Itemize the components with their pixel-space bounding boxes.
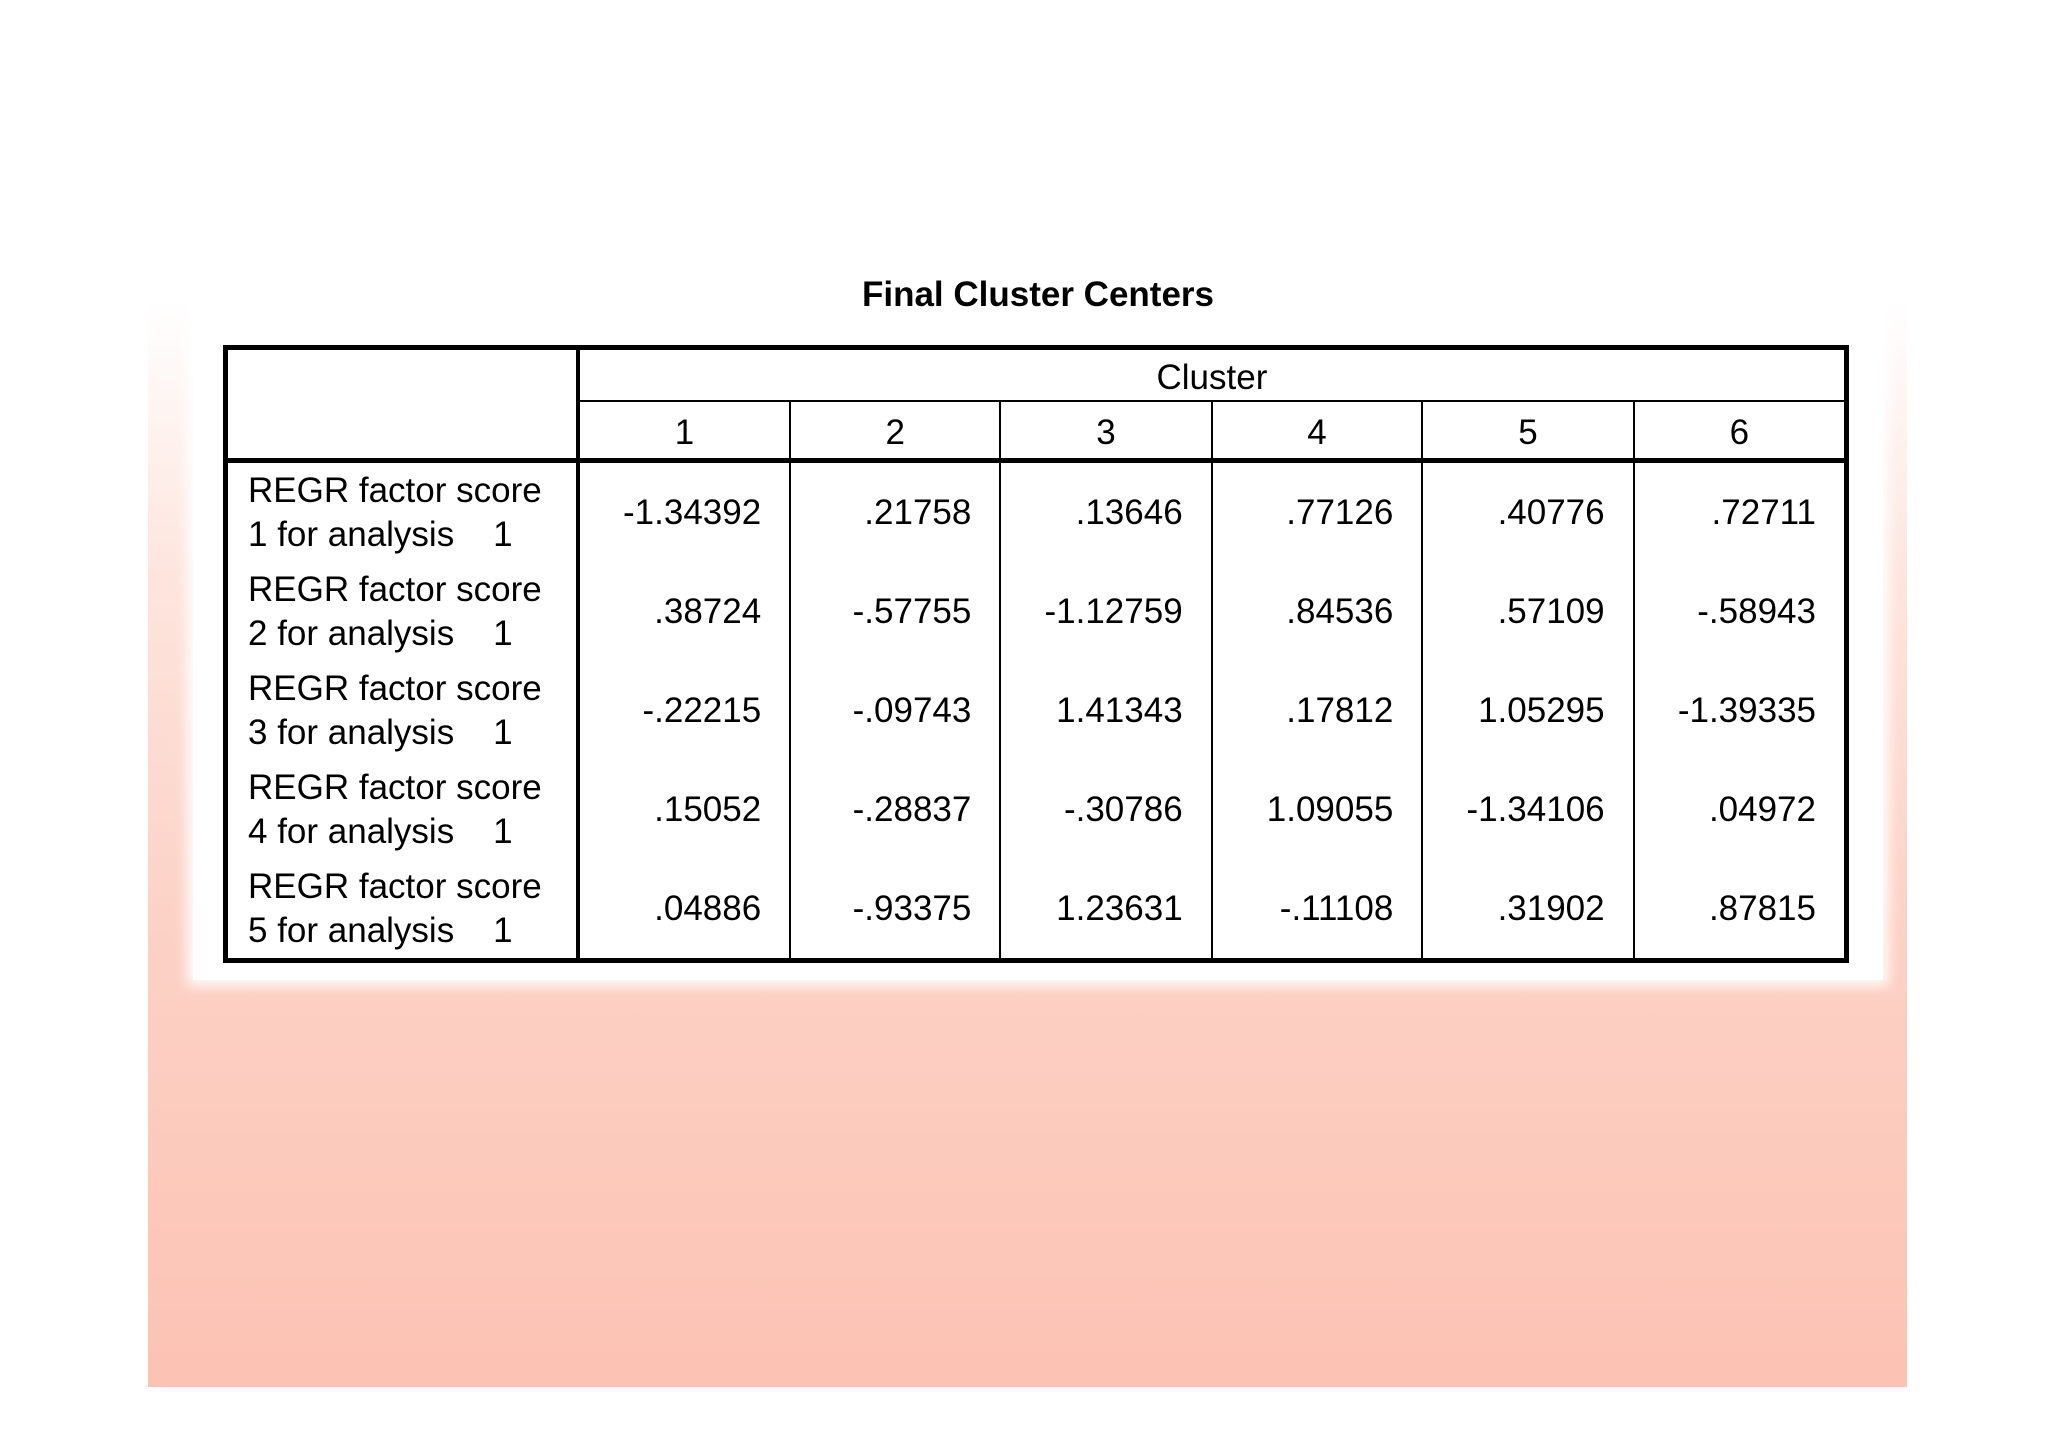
- row-label-line: REGR factor score: [248, 470, 542, 510]
- table-cell: 1.09055: [1212, 760, 1423, 859]
- table-cell: .15052: [578, 760, 790, 859]
- table-cell: 1.41343: [1000, 661, 1211, 760]
- table-cell: .04886: [578, 859, 790, 961]
- table-cell: .84536: [1212, 562, 1423, 661]
- column-header: 2: [790, 401, 1000, 461]
- row-label-line: REGR factor score: [248, 668, 542, 708]
- table-cell: -1.12759: [1000, 562, 1211, 661]
- table-cell: .77126: [1212, 461, 1423, 563]
- corner-cell: [226, 348, 578, 461]
- row-label-line: REGR factor score: [248, 569, 542, 609]
- column-header: 4: [1212, 401, 1423, 461]
- table-cell: -.57755: [790, 562, 1000, 661]
- table-row: [226, 461, 1847, 563]
- row-label: [226, 461, 578, 563]
- row-label: [226, 859, 578, 961]
- table-title: Final Cluster Centers: [861, 275, 1215, 314]
- table-cell: .21758: [790, 461, 1000, 563]
- table-cell: .17812: [1212, 661, 1423, 760]
- column-header: 1: [578, 401, 790, 461]
- table-row: [226, 661, 1847, 760]
- row-label: [226, 760, 578, 859]
- table-cell: -1.34106: [1422, 760, 1633, 859]
- table-cell: -.93375: [790, 859, 1000, 961]
- table-cell: 1.05295: [1422, 661, 1633, 760]
- table-row: [226, 859, 1847, 961]
- table-cell: .38724: [578, 562, 790, 661]
- column-header: 5: [1422, 401, 1633, 461]
- row-label-line: REGR factor score: [248, 767, 542, 807]
- table-cell: -1.34392: [578, 461, 790, 563]
- table-cell: -.22215: [578, 661, 790, 760]
- table-row: [226, 760, 1847, 859]
- header-row-group: [226, 348, 1847, 402]
- column-header: 6: [1634, 401, 1847, 461]
- table-cell: .04972: [1708, 789, 1816, 829]
- table-cell: .13646: [1000, 461, 1211, 563]
- table-cell: .72711: [1711, 492, 1816, 532]
- table-cell: -.28837: [790, 760, 1000, 859]
- table-cell: 1.23631: [1000, 859, 1211, 961]
- table-cell: -.09743: [790, 661, 1000, 760]
- table-cell: -.30786: [1000, 760, 1211, 859]
- table-cell: -.58943: [1697, 591, 1816, 631]
- row-label-line: 5 for analysis 1: [248, 910, 513, 950]
- row-label-line: REGR factor score: [248, 866, 542, 906]
- column-header: 3: [1000, 401, 1211, 461]
- final-cluster-centers-table: [223, 345, 1849, 963]
- table-cell: .40776: [1422, 461, 1633, 563]
- table-cell: -1.39335: [1677, 690, 1816, 730]
- row-label-line: 4 for analysis 1: [248, 811, 513, 851]
- row-label-line: 3 for analysis 1: [248, 712, 513, 752]
- row-label: [226, 562, 578, 661]
- cluster-group-header: Cluster: [578, 348, 1847, 402]
- row-label: [226, 661, 578, 760]
- table-row: [226, 562, 1847, 661]
- table-cell: .57109: [1422, 562, 1633, 661]
- row-label-line: 1 for analysis 1: [248, 514, 513, 554]
- table-cell: .31902: [1422, 859, 1633, 961]
- table-cell: .87815: [1708, 888, 1816, 928]
- table-cell: -.11108: [1212, 859, 1423, 961]
- row-label-line: 2 for analysis 1: [248, 613, 513, 653]
